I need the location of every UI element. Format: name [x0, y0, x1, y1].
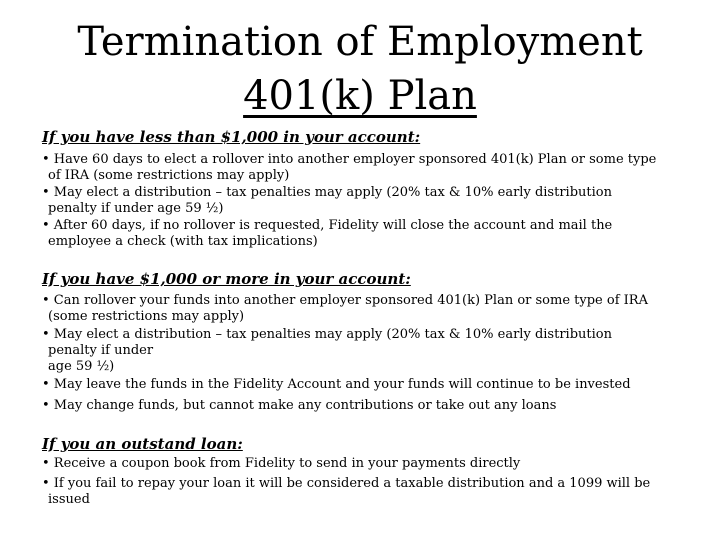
section-heading-under-1000: If you have less than $1,000 in your account: [42, 128, 421, 146]
bullet-text-cont: employee a check (with tax implications) [48, 234, 318, 249]
bullet-text-cont: age 59 ½) [48, 359, 115, 374]
bullet-text-cont: penalty if under age 59 ½) [48, 201, 224, 216]
section-heading-1000-or-more: If you have $1,000 or more in your account: [42, 270, 411, 288]
bullet-leave-funds [42, 377, 682, 393]
bullet-distribution-penalty [42, 327, 682, 375]
page-title-line-1: Termination of Employment [77, 19, 643, 65]
page-title-line-2 [0, 72, 720, 120]
bullet-text-cont: of IRA (some restrictions may apply) [48, 168, 290, 183]
bullet-text-cont: penalty if under [48, 343, 154, 358]
bullet-taxable-distribution [42, 476, 682, 508]
bullet-text: • May elect a distribution – tax penalties may apply (20% tax & 10% early distribution [42, 185, 612, 200]
bullet-text: • May leave the funds in the Fidelity Account and your funds will continue to be invested [42, 377, 631, 392]
bullet-close-account [42, 218, 682, 250]
bullet-change-funds [42, 398, 682, 414]
bullet-text: • After 60 days, if no rollover is requested, Fidelity will close the account and mail the [42, 218, 613, 233]
bullet-text: • Receive a coupon book from Fidelity to send in your payments directly [42, 456, 521, 471]
bullet-text: • Have 60 days to elect a rollover into another employer sponsored 401(k) Plan or some type [42, 152, 657, 167]
section-heading-outstanding-loan: If you an outstand loan: [42, 435, 243, 453]
page-title-line-2-text: 401(k) Plan [243, 73, 477, 119]
bullet-rollover-funds [42, 293, 682, 325]
bullet-text: • May change funds, but cannot make any contributions or take out any loans [42, 398, 557, 413]
bullet-text-cont: issued [48, 492, 90, 507]
bullet-distribution-penalty [42, 185, 682, 217]
bullet-text: • May elect a distribution – tax penalties may apply (20% tax & 10% early distribution [42, 327, 612, 342]
bullet-text-cont: (some restrictions may apply) [48, 309, 245, 324]
bullet-rollover-60-days [42, 152, 682, 184]
bullet-coupon-book [42, 456, 682, 472]
bullet-text: • If you fail to repay your loan it will be considered a taxable distribution and a 1099 will be [42, 476, 651, 491]
bullet-text: • Can rollover your funds into another employer sponsored 401(k) Plan or some type of IRA [42, 293, 648, 308]
